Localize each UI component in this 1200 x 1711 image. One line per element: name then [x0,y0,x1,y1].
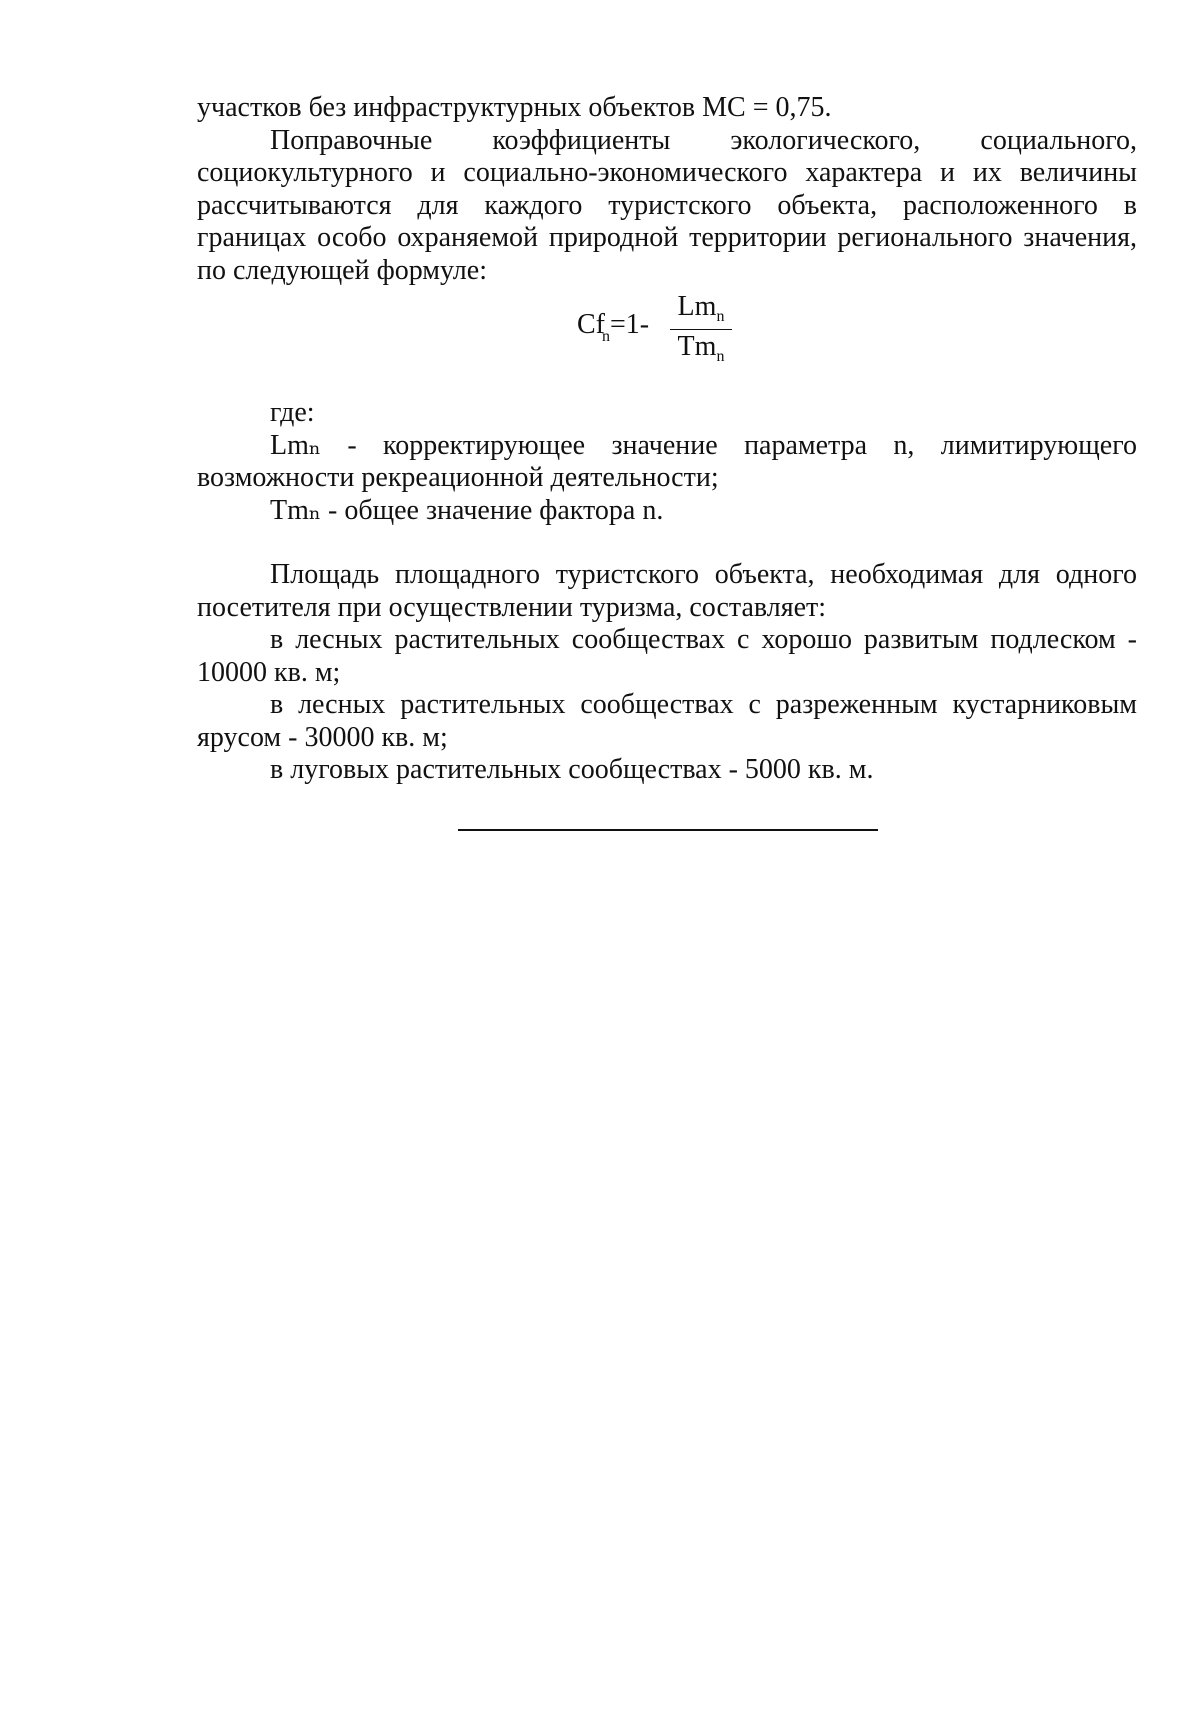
fraction-bar [670,329,732,330]
formula-denominator [670,331,732,368]
formula-lhs-rest: =1- [610,309,650,340]
list-item-forest-undergrowth: в лесных растительных сообществах с хорошо развитым подлеском - 10000 кв. м; [197,624,1137,688]
formula-denominator-symbol: Tm [677,331,717,362]
document-page [197,92,1137,787]
paragraph-mc-value: участков без инфраструктурных объектов МС = 0,75. [197,92,832,123]
formula-lhs-symbol: Cf [577,309,605,340]
definition-tm: Tmₙ - общее значение фактора n. [270,494,664,526]
paragraph-coefficients-line1: Поправочные коэффициенты экологического, социального, [270,124,1137,156]
formula-lhs-subscript: n [602,328,610,345]
formula-block [197,287,1137,377]
formula-numerator-subscript: n [716,308,725,325]
paragraph-coefficients-rest: социокультурного и социально-экономического характера и их величины рассчитываются для каждого туристского объекта, расположенного в границах особо охраняемой природной территории регионального значения, по следующей формуле: [197,157,1137,286]
formula-lhs [577,309,649,346]
formula [577,291,777,381]
end-rule [458,829,878,831]
paragraph-area: Площадь площадного туристского объекта, необходимая для одного посетителя при осуществлении туризма, составляет: [197,559,1137,623]
where-label: где: [270,397,315,428]
formula-numerator [670,291,732,328]
list-item-forest-shrubs: в лесных растительных сообществах с разреженным кустарниковым ярусом - 30000 кв. м; [197,689,1137,753]
formula-denominator-subscript: n [716,348,725,365]
definition-lm: Lmₙ - корректирующее значение параметра n, лимитирующего возможности рекреационной деятельности; [197,429,1137,493]
list-item-meadow: в луговых растительных сообществах - 5000 кв. м. [270,754,874,785]
formula-numerator-symbol: Lm [677,291,717,322]
spacer [197,527,1137,559]
